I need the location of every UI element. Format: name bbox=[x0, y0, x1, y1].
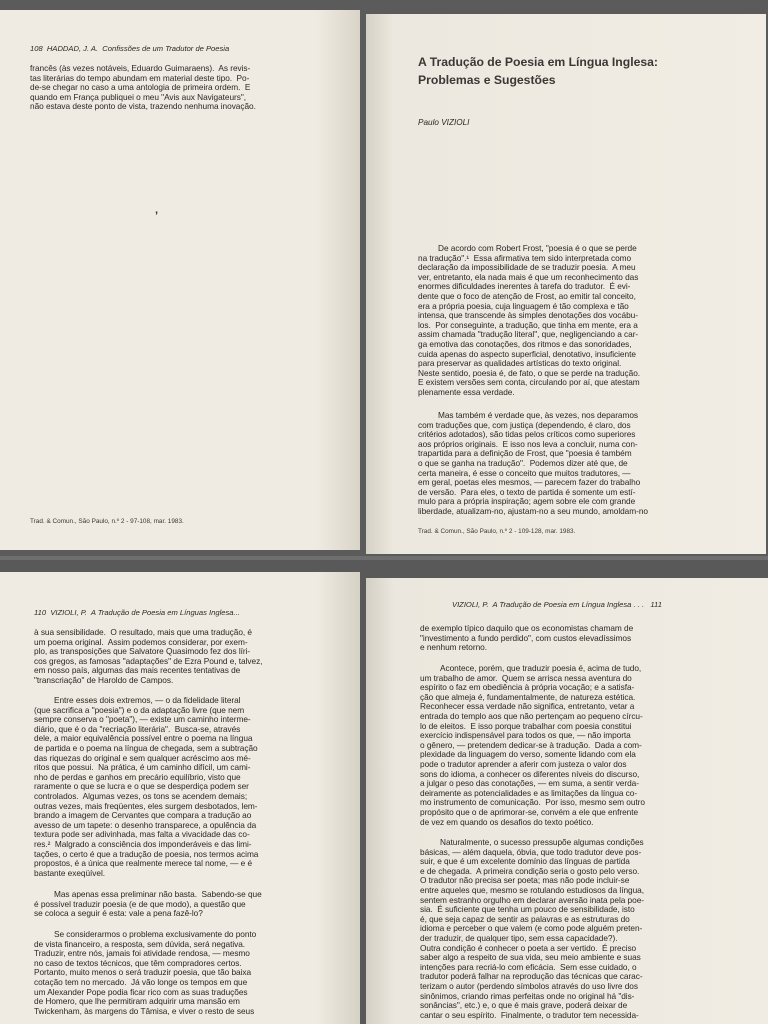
paragraph: Acontece, porém, que traduzir poesia é, acima de tudo, bbox=[440, 663, 642, 673]
paragraph: los. Por conseguinte, a tradução, que tinha em mente, era a bbox=[418, 319, 638, 330]
paragraph: de-se chegar no caso a uma antologia de primeira ordem. E bbox=[30, 82, 251, 93]
paragraph: Mas também é verdade que, às vezes, nos deparamos bbox=[438, 410, 639, 420]
paragraph: suir, e que é um excelente domínio das línguas de partida bbox=[420, 856, 630, 867]
paragraph: ver, entretanto, ela nada mais é que um reconhecimento das bbox=[418, 271, 639, 282]
paragraph: o gênero, — pretendem dedicar-se à tradução. Dada a com- bbox=[420, 739, 642, 750]
paragraph: tradutor poderá falhar na reprodução das técnicas que carac- bbox=[420, 971, 643, 982]
paragraph: cuida apenas do aspecto superficial, denotativo, insuficiente bbox=[418, 348, 636, 359]
paragraph: ção que almeja é, fundamentalmente, de natureza estética. bbox=[420, 691, 636, 702]
paragraph: de vez em quando os desafios do texto poético. bbox=[420, 816, 594, 827]
paragraph: (que sacrifica a "poesia") e o da adaptação livre (que nem bbox=[34, 704, 245, 715]
paragraph: outras vezes, mais freqüentes, eles surgem desbotados, lem- bbox=[34, 800, 258, 811]
paragraph: era a própria poesia, cuja linguagem é tão complexa e tão bbox=[418, 300, 629, 311]
paragraph: na tradução".¹ Essa afirmativa tem sido interpretada como bbox=[418, 252, 632, 263]
paragraph: der traduzir, de qualquer tipo, sem essa capacidade?). bbox=[420, 933, 618, 943]
paragraph: não estava deste ponto de vista, trazendo nenhuma inovação. bbox=[30, 101, 256, 112]
paragraph: para preservar as qualidades artísticas do texto original. bbox=[418, 358, 622, 369]
paragraph: de vista financeiro, a resposta, sem dúvida, será negativa. bbox=[34, 938, 246, 949]
paragraph: no caso de textos técnicos, que têm compradores certos. bbox=[34, 957, 242, 968]
paragraph: deiramente as potencialidades e as limitações da língua co- bbox=[420, 787, 638, 798]
paragraph: pode o tradutor aprender a aferir com justeza o valor dos bbox=[420, 759, 627, 769]
running-header: VIZIOLI, P. A Tradução de Poesia em Língua Inglesa . . . 111 bbox=[452, 600, 662, 609]
bottom-spread bbox=[0, 560, 768, 1024]
paragraph: intenções para recriá-lo com eficácia. Sem esse cuidado, o bbox=[420, 961, 637, 972]
paragraph: em geral, poetas eles mesmos, — parecem fazer do trabalho bbox=[418, 477, 641, 488]
paragraph: cotação tem no mercado. Já vão longe os tempos em que bbox=[34, 977, 248, 987]
paragraph: de versão. Para eles, o texto de partida é somente um estí- bbox=[418, 486, 636, 497]
running-header: 108 HADDAD, J. A. Confissões de um Tradutor de Poesia bbox=[30, 44, 230, 53]
page-footer: Trad. & Comun., São Paulo, n.º 2 - 97-108, mar. 1983. bbox=[30, 518, 184, 525]
paragraph: exercício indispensável para todos os que, — não importa bbox=[420, 730, 631, 741]
paragraph: ritos que possui. Na prática, é um caminho difícil, um cami- bbox=[34, 762, 251, 773]
paragraph: quando em França publiquei o meu "Avis aux Navigateurs", bbox=[30, 91, 247, 102]
paragraph: mulo para a própria inspiração; agem sobre ele com grande bbox=[418, 496, 636, 507]
paragraph: aos próprios originais. E isso nos leva a concluir, numa con- bbox=[418, 438, 638, 449]
page-109 bbox=[366, 14, 766, 554]
paragraph: certa maneira, é esse o conceito que muitos tradutores, — bbox=[418, 467, 631, 478]
paragraph: é, que seja capaz de sentir as palavras e as estruturas do bbox=[420, 913, 630, 924]
paragraph: diário, que é o da "recriação literária". Busca-se, através bbox=[34, 723, 241, 734]
paragraph: das riquezas do original e sem qualquer acréscimo aos mé- bbox=[34, 752, 251, 763]
paragraph: se coloca a seguir é esta: vale a pena fazê-lo? bbox=[34, 908, 203, 919]
paragraph: avesso de um tapete: o desenho transparece, a opulência da bbox=[34, 819, 257, 830]
paragraph: idioma e perceber o que valem (e como pode alguém preten- bbox=[420, 923, 643, 934]
paragraph: e de chegada. A primeira condição seria o gosto pelo verso. bbox=[420, 865, 640, 876]
paragraph: ga emotiva das conotações, dos ritmos e das sonoridades, bbox=[418, 339, 632, 349]
paragraph: cantar o seu espírito. Finalmente, o tradutor tem necessida- bbox=[420, 1009, 639, 1020]
paragraph: critérios adotados), são tidas pelos críticos como superiores bbox=[418, 429, 636, 440]
paragraph: O tradutor não precisa ser poeta; mas não pode incluir-se bbox=[420, 875, 630, 886]
paragraph: entrada do templo aos que não pertençam ao pequeno círcu- bbox=[420, 711, 643, 721]
paragraph: liberdade, atualizam-no, ajustam-no a seu mundo, amoldam-no bbox=[418, 506, 648, 516]
article-title-line2: Problemas e Sugestões bbox=[418, 73, 556, 87]
paragraph: saber algo a respeito de sua vida, seu meio ambiente e suas bbox=[420, 952, 641, 963]
paragraph: a julgar o peso das conotações, — em suma, a sentir verda- bbox=[420, 778, 639, 789]
page-110 bbox=[0, 572, 360, 1024]
paragraph: nho de perdas e ganhos em precário equilíbrio, visto que bbox=[34, 771, 241, 782]
paragraph: Naturalmente, o sucesso pressupõe algumas condições bbox=[440, 837, 644, 847]
paragraph: Entre esses dois extremos, — o da fidelidade literal bbox=[54, 695, 241, 705]
paragraph: de Homero, que lhe permitiram adquirir uma mansão em bbox=[34, 996, 240, 1007]
page-108 bbox=[0, 10, 360, 550]
paragraph: tações, o certo é que a tradução de poesia, nos termos acima bbox=[34, 848, 259, 859]
paragraph: lo de eleitos. E isso porque trabalhar com poesia constitui bbox=[420, 720, 632, 731]
paragraph: dente que o foco de atenção de Frost, ao emitir tal conceito, bbox=[418, 291, 636, 301]
paragraph: plo, as transposições que Salvatore Quasimodo fez dos líri- bbox=[34, 646, 251, 657]
paragraph: "investimento a fundo perdido", com custos elevadíssimos bbox=[420, 632, 632, 643]
paragraph: é possível traduzir poesia (e de que modo), a questão que bbox=[34, 898, 246, 909]
running-header: 110 VIZIOLI, P. A Tradução de Poesia em Línguas Inglesa... bbox=[34, 608, 240, 617]
paragraph: um Alexander Pope podia ficar rico com as suas traduções bbox=[34, 986, 248, 997]
paragraph: um trabalho de amor. Quem se arrisca nessa aventura do bbox=[420, 672, 632, 683]
paragraph: trapartida para a definição de Frost, que "poesia é também bbox=[418, 448, 632, 459]
paragraph: tas literárias do tempo abundam em material deste tipo. Po- bbox=[30, 72, 250, 83]
paragraph: intensa, que transcende às simples denotações dos vocábu- bbox=[418, 310, 638, 321]
paragraph: Mas apenas essa preliminar não basta. Sabendo-se que bbox=[54, 889, 262, 899]
paragraph: Outra condição é conhecer o poeta a ser vertido. É preciso bbox=[420, 942, 637, 953]
paragraph: o que se ganha na tradução". Podemos dizer até que, de bbox=[418, 458, 628, 468]
paragraph: em nosso país, algumas das mais recentes tentativas de bbox=[34, 665, 241, 676]
paragraph: francês (às vezes notáveis, Eduardo Guimaraens). As revis- bbox=[30, 63, 251, 73]
paragraph: res.² Malgrado a consciência dos imponderáveis e das limi- bbox=[34, 839, 252, 849]
paragraph: assim chamada "tradução literal", que, negligenciando a car- bbox=[418, 329, 639, 340]
paragraph: mo instrumento de comunicação. Por isso, mesmo sem outro bbox=[420, 797, 645, 808]
paragraph: Se considerarmos o problema exclusivamente do ponto bbox=[54, 929, 257, 939]
paragraph: Reconhecer essa verdade não significa, entretanto, vetar a bbox=[420, 701, 635, 712]
paragraph: sia. É suficiente que tenha um pouco de sensibilidade, isto bbox=[420, 904, 635, 915]
paragraph: raramente o que se lucra e o que se desperdiça podem ser bbox=[34, 781, 249, 792]
paragraph: terizam o autor (perdendo símbolos através do uso livre dos bbox=[420, 981, 638, 991]
paragraph: de exemplo típico daquilo que os economistas chamam de bbox=[420, 623, 634, 633]
paragraph: propostos, é a única que realmente merece tal nome, — e é bbox=[34, 858, 253, 869]
paragraph: sentem estranho orgulho em declarar aversão inata pela poe- bbox=[420, 894, 644, 905]
article-author: Paulo VIZIOLI bbox=[418, 118, 470, 127]
paragraph: "transcriação" de Haroldo de Campos. bbox=[34, 675, 174, 685]
paragraph: à sua sensibilidade. O resultado, mais que uma tradução, é bbox=[34, 627, 252, 637]
paragraph: de partida e o poema na língua de chegada, sem a subtração bbox=[34, 743, 258, 753]
paragraph: dele, a maior equivalência possível entre o poema na língua bbox=[34, 733, 253, 744]
paragraph: com traduções que, com justiça (dependendo, é claro, dos bbox=[418, 419, 631, 430]
paragraph: sonâncias", etc.) e, o que é mais grave, poderá deixar de bbox=[420, 1000, 628, 1011]
paragraph: De acordo com Robert Frost, "poesia é o que se perde bbox=[438, 243, 637, 253]
paragraph: entre aqueles que, mesmo se rotulando estudiosos da língua, bbox=[420, 885, 644, 895]
article-title-line1: A Tradução de Poesia em Língua Inglesa: bbox=[418, 55, 658, 69]
paragraph: plenamente essa verdade. bbox=[418, 387, 515, 397]
paragraph: Neste sentido, poesia é, de fato, o que se perde na tradução. bbox=[418, 367, 641, 378]
paragraph: bastante exeqüível. bbox=[34, 867, 106, 878]
paragraph: plexidade da linguagem do verso, somente lidando com ela bbox=[420, 749, 636, 760]
paragraph: E existem versões sem conta, circulando por aí, que atestam bbox=[418, 377, 640, 388]
paragraph: espírito o faz em obediência à própria vocação; e a satisfa- bbox=[420, 682, 635, 693]
paragraph: sons do idioma, a conhecer os diferentes níveis do discurso, bbox=[420, 768, 640, 779]
ink-mark: ’ bbox=[155, 210, 159, 222]
paragraph: enormes dificuldades inerentes à tarefa do tradutor. É evi- bbox=[418, 281, 631, 292]
paragraph: básicas, — além daquela, óbvia, que todo tradutor deve pos- bbox=[420, 846, 642, 857]
paragraph: brando a imagem de Cervantes que compara a tradução ao bbox=[34, 810, 252, 821]
paragraph: controlados. Algumas vezes, os tons se acendem demais; bbox=[34, 791, 248, 801]
page-111 bbox=[366, 578, 768, 1024]
paragraph: propósito que o de aprimorar-se, convém a ele que enfrente bbox=[420, 807, 639, 817]
paragraph: um poema original. Assim podemos considerar, por exem- bbox=[34, 636, 248, 647]
paragraph: cos gregos, as famosas "adaptações" de Ezra Pound e, talvez, bbox=[34, 655, 263, 666]
paragraph: sempre conserva o "poeta"), — existe um caminho interme- bbox=[34, 714, 251, 725]
paragraph: declaração da impossibilidade de se traduzir poesia. A meu bbox=[418, 262, 636, 273]
paragraph: Portanto, muito menos o será traduzir poesia, que tão baixa bbox=[34, 967, 252, 978]
paragraph: Traduzir, entre nós, jamais foi atividade rendosa, — mesmo bbox=[34, 948, 250, 959]
page-footer: Trad. & Comun., São Paulo, n.º 2 - 109-128, mar. 1983. bbox=[418, 528, 576, 535]
paragraph: sinônimos, criando rimas perfeitas onde no original há "dis- bbox=[420, 990, 635, 1001]
paragraph: Twickenham, às margens do Tâmisa, e viver o resto de seus bbox=[34, 1005, 255, 1016]
paragraph: e nenhum retorno. bbox=[420, 642, 487, 653]
paragraph: textura pode ser adivinhada, mas falta a vivacidade das co- bbox=[34, 829, 250, 840]
